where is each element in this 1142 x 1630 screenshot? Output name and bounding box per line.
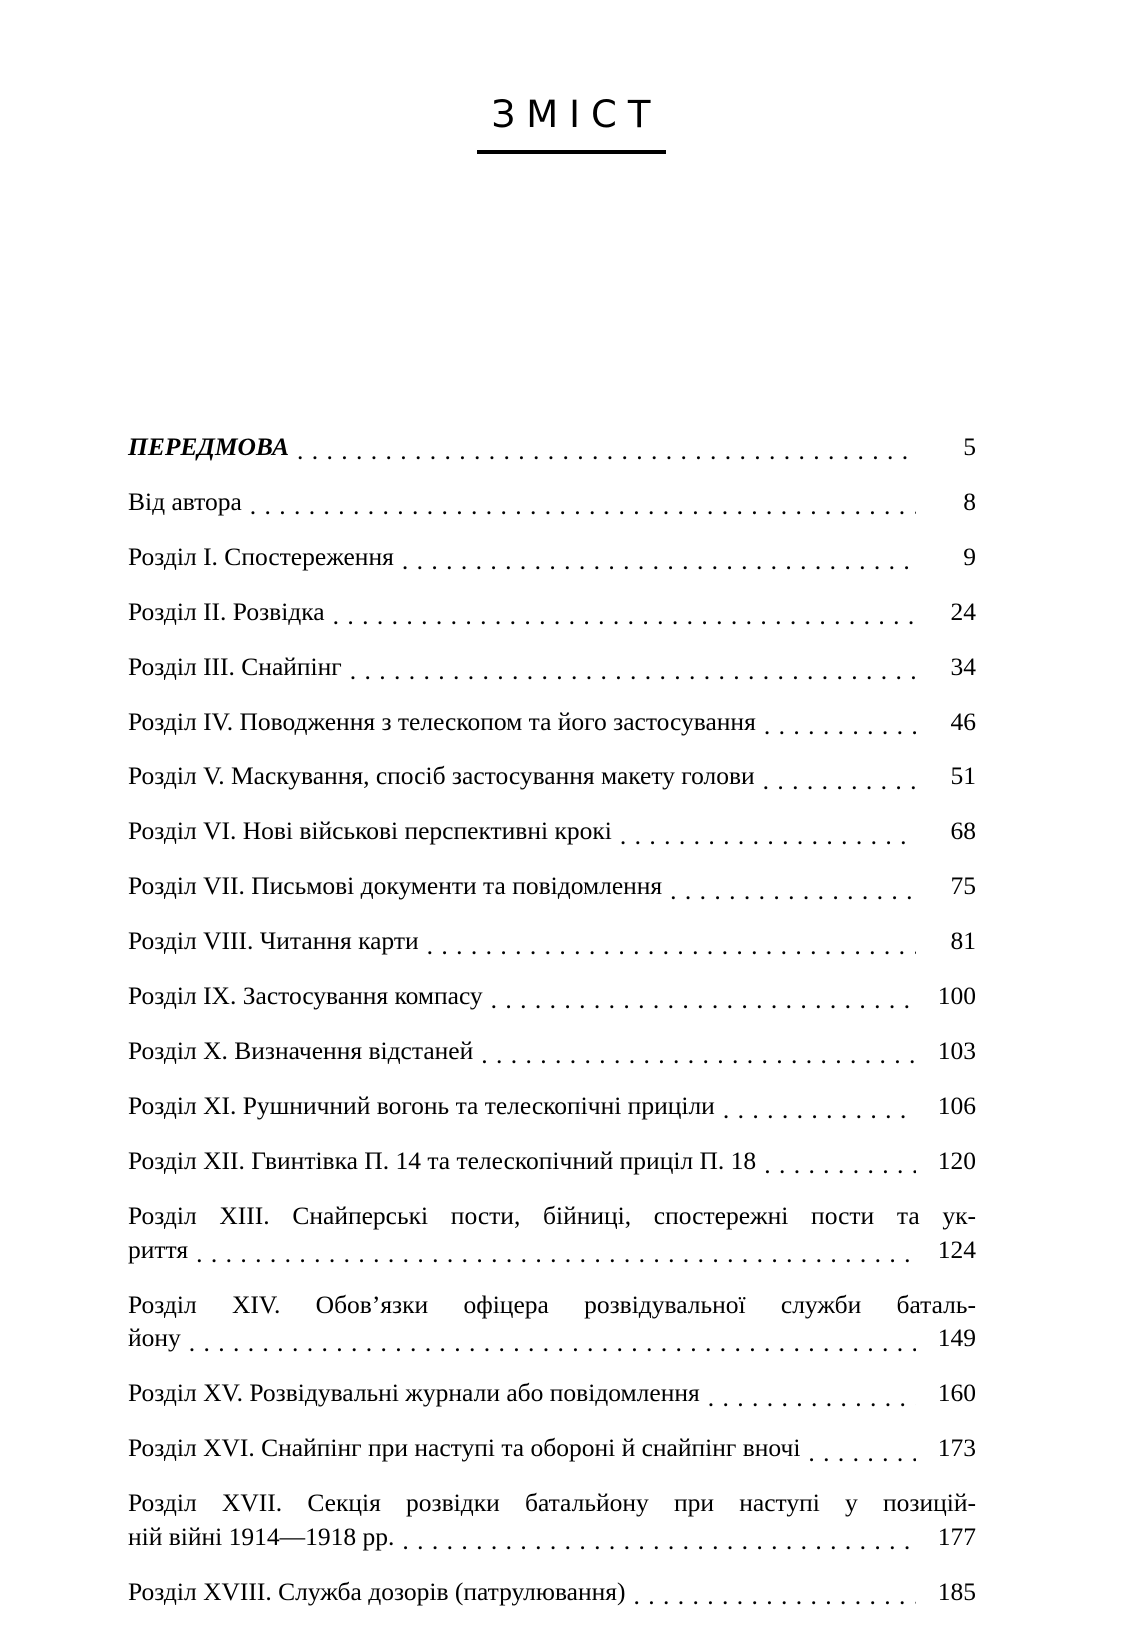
toc-entry-label: Розділ XII. Гвинтівка П. 14 та телескопічний приціл П. 18 <box>128 1145 757 1175</box>
toc-entry-label: Розділ XV. Розвідувальні журнали або повідомлення <box>128 1378 700 1408</box>
toc-leader-dots <box>427 933 916 959</box>
toc-leader-dots <box>764 1152 916 1178</box>
toc-entry-label-continued: риття <box>128 1234 189 1264</box>
toc-entry[interactable] <box>128 595 976 629</box>
toc-leader-dots <box>297 438 916 464</box>
toc-page-number: 124 <box>937 1234 976 1264</box>
toc-leader-dots <box>620 823 916 849</box>
toc-page-number: 160 <box>937 1378 976 1408</box>
toc-entry-label: Розділ IX. Застосування компасу <box>128 981 483 1011</box>
toc-entry-label: Розділ XIV. Обов’язки офіцера розвідувальної служби баталь- <box>128 1289 976 1319</box>
toc-page-number: 34 <box>950 651 976 681</box>
toc-leader-dots <box>763 768 916 794</box>
toc-entry-label: Розділ VIII. Читання карти <box>128 926 419 956</box>
toc-leader-dots <box>808 1440 916 1466</box>
toc-entry[interactable] <box>128 1089 976 1123</box>
toc-page-number: 100 <box>937 981 976 1011</box>
toc-page-number: 177 <box>937 1522 976 1552</box>
toc-entry-label: Розділ XVIII. Служба дозорів (патрулювання) <box>128 1576 626 1606</box>
toc-page-number: 120 <box>937 1145 976 1175</box>
toc-entry-label: Розділ X. Визначення відстаней <box>128 1035 474 1065</box>
toc-page-number: 149 <box>937 1323 976 1353</box>
toc-entry-label: Розділ V. Маскування, спосіб застосування макету голови <box>128 761 755 791</box>
toc-leader-dots <box>764 713 916 739</box>
toc-leader-dots <box>402 548 916 574</box>
toc-leader-dots <box>723 1097 916 1123</box>
toc-page-number: 46 <box>950 706 976 736</box>
table-of-contents-list <box>128 430 976 1630</box>
toc-entry[interactable] <box>128 540 976 574</box>
toc-entry[interactable] <box>128 1144 976 1178</box>
toc-leader-dots <box>481 1042 916 1068</box>
toc-entry[interactable] <box>128 1034 976 1068</box>
toc-page-number: 24 <box>950 596 976 626</box>
toc-entry[interactable] <box>128 924 976 958</box>
toc-entry-label: Розділ VII. Письмові документи та повідомлення <box>128 871 663 901</box>
toc-leader-dots <box>491 987 916 1013</box>
toc-entry[interactable] <box>128 1575 976 1609</box>
toc-entry-label: Розділ II. Розвідка <box>128 596 325 626</box>
toc-leader-dots <box>670 878 916 904</box>
page-title-container <box>0 95 1142 154</box>
toc-entry[interactable] <box>128 979 976 1013</box>
toc-entry-label: Розділ IV. Поводження з телескопом та його застосування <box>128 706 756 736</box>
toc-page-number: 8 <box>963 486 976 516</box>
toc-entry-label: Розділ VI. Нові військові перспективні крокі <box>128 816 612 846</box>
toc-page-number: 103 <box>937 1035 976 1065</box>
toc-entry[interactable] <box>128 869 976 903</box>
toc-leader-dots <box>708 1385 916 1411</box>
toc-page-number: 5 <box>963 432 976 461</box>
toc-entry[interactable] <box>128 759 976 793</box>
toc-entry-label: Розділ III. Снайпінг <box>128 651 342 681</box>
toc-entry-label: Розділ I. Спостереження <box>128 541 394 571</box>
toc-leader-dots <box>333 603 916 629</box>
toc-page-number: 185 <box>937 1576 976 1606</box>
toc-entry[interactable] <box>128 650 976 684</box>
toc-entry-label-continued: йону <box>128 1323 181 1353</box>
toc-leader-dots <box>196 1241 916 1267</box>
toc-entry-label: Розділ XVII. Секція розвідки батальйону при наступі у позицій- <box>128 1488 976 1518</box>
toc-entry[interactable] <box>128 485 976 519</box>
toc-leader-dots <box>189 1330 916 1356</box>
toc-entry-label: Розділ XI. Рушничний вогонь та телескопічні приціли <box>128 1090 715 1120</box>
toc-entry[interactable] <box>128 1288 976 1356</box>
toc-page-number: 9 <box>963 541 976 571</box>
toc-leader-dots <box>633 1583 916 1609</box>
toc-page-number: 51 <box>950 761 976 791</box>
toc-page-number: 75 <box>950 871 976 901</box>
toc-leader-dots <box>350 658 916 684</box>
toc-entry-label: Розділ XVI. Снайпінг при наступі та обороні й снайпінг вночі <box>128 1433 801 1463</box>
toc-leader-dots <box>402 1528 916 1554</box>
toc-entry[interactable] <box>128 814 976 848</box>
toc-entry-label-continued: ній війні 1914—1918 рр. <box>128 1522 395 1552</box>
toc-leader-dots <box>250 493 916 519</box>
toc-page-number: 173 <box>937 1433 976 1463</box>
toc-entry-label: ПЕРЕДМОВА <box>128 432 289 461</box>
toc-entry-label: Від автора <box>128 486 242 516</box>
toc-page-number: 81 <box>950 926 976 956</box>
toc-entry-label: Розділ XIII. Снайперські пости, бійниці, спостережні пости та ук- <box>128 1200 976 1230</box>
toc-entry[interactable] <box>128 1199 976 1267</box>
toc-page-number: 68 <box>950 816 976 846</box>
toc-entry[interactable] <box>128 430 976 464</box>
toc-page-number: 106 <box>937 1090 976 1120</box>
toc-entry[interactable] <box>128 1486 976 1554</box>
page-title: ЗМІСТ <box>477 95 666 154</box>
toc-entry[interactable] <box>128 1376 976 1410</box>
toc-entry[interactable] <box>128 1431 976 1465</box>
toc-entry[interactable] <box>128 705 976 739</box>
